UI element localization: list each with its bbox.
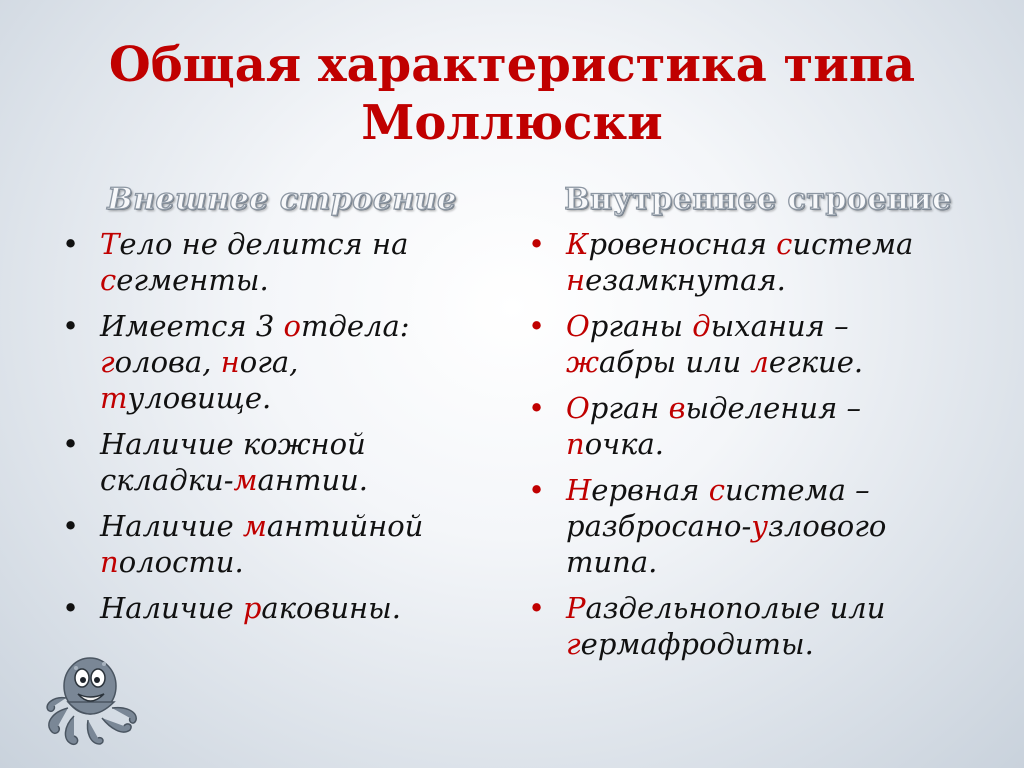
highlighted-letter: л — [750, 345, 769, 379]
item-text: Наличие — [100, 591, 243, 625]
item-text: Имеется 3 — [100, 309, 284, 343]
item-text: ыделения – — [685, 391, 862, 425]
highlighted-letter: О — [566, 309, 590, 343]
bullet-icon: • — [62, 591, 80, 625]
slide-title-line-1: Общая характеристика типа — [108, 37, 916, 93]
item-line — [566, 590, 988, 626]
bullet-icon: • — [62, 509, 80, 543]
item-text: антии. — [257, 463, 369, 497]
item-text: абры или — [598, 345, 751, 379]
item-line — [100, 544, 502, 580]
item-line — [566, 262, 988, 298]
item-text: ровеносная — [588, 227, 777, 261]
slide-title-line-2: Моллюски — [361, 95, 663, 151]
highlighted-letter: у — [751, 509, 769, 543]
highlighted-letter: с — [708, 473, 725, 507]
octopus-icon — [38, 646, 146, 750]
item-text: типа. — [566, 545, 658, 579]
bullet-icon: • — [528, 309, 546, 343]
internal-structure-list — [528, 226, 988, 662]
item-line — [566, 426, 988, 462]
item-text: ервная — [591, 473, 709, 507]
external-structure-heading: Внешнее строение — [107, 182, 457, 217]
item-line — [566, 390, 988, 426]
highlighted-letter: О — [566, 391, 590, 425]
item-text: аковины. — [261, 591, 401, 625]
item-text: разбросано- — [566, 509, 752, 543]
highlighted-letter: Т — [100, 227, 120, 261]
item-text: ело не делится на — [119, 227, 409, 261]
item-text: рганы — [589, 309, 693, 343]
item-line — [100, 308, 502, 344]
external-structure-list — [62, 226, 502, 626]
internal-structure-heading: Внутреннее строение — [564, 182, 952, 217]
highlighted-letter: н — [220, 345, 240, 379]
item-line — [566, 626, 988, 662]
list-item — [528, 308, 988, 380]
item-line — [100, 262, 502, 298]
highlighted-letter: п — [100, 545, 119, 579]
item-line — [100, 344, 502, 380]
item-text: Наличие — [100, 509, 243, 543]
bullet-icon: • — [62, 309, 80, 343]
highlighted-letter: р — [242, 591, 262, 625]
slide-title — [0, 36, 1024, 152]
highlighted-letter: Р — [566, 591, 586, 625]
highlighted-letter: п — [566, 427, 585, 461]
list-item — [528, 226, 988, 298]
highlighted-letter: м — [242, 509, 267, 543]
item-text: рган — [589, 391, 669, 425]
item-line — [100, 226, 502, 262]
highlighted-letter: Н — [566, 473, 592, 507]
item-line — [100, 380, 502, 416]
list-item — [528, 390, 988, 462]
item-text: езамкнутая. — [585, 263, 786, 297]
bullet-icon: • — [528, 391, 546, 425]
item-line — [100, 426, 502, 462]
highlighted-letter: г — [100, 345, 115, 379]
list-item — [62, 426, 502, 498]
highlighted-letter: ж — [566, 345, 599, 379]
list-item — [62, 308, 502, 416]
list-item — [528, 590, 988, 662]
highlighted-letter: К — [566, 227, 589, 261]
item-text: складки- — [100, 463, 234, 497]
item-line — [100, 508, 502, 544]
item-text: злового — [768, 509, 887, 543]
highlighted-letter: с — [100, 263, 117, 297]
item-line — [100, 590, 502, 626]
item-text: егкие. — [768, 345, 864, 379]
highlighted-letter: н — [566, 263, 586, 297]
list-item — [62, 226, 502, 298]
bullet-icon: • — [62, 227, 80, 261]
item-line — [566, 508, 988, 544]
list-item — [528, 472, 988, 580]
item-line — [100, 462, 502, 498]
list-item — [62, 508, 502, 580]
highlighted-letter: о — [283, 309, 301, 343]
item-text: ыхания – — [710, 309, 849, 343]
item-text: ермафродиты. — [580, 627, 814, 661]
highlighted-letter: г — [566, 627, 581, 661]
item-text: Наличие кожной — [100, 427, 366, 461]
item-text: уловище. — [127, 381, 272, 415]
list-item — [62, 590, 502, 626]
highlighted-letter: в — [668, 391, 686, 425]
external-structure-column — [62, 180, 502, 636]
bullet-icon: • — [528, 591, 546, 625]
item-line — [566, 308, 988, 344]
item-text: егменты. — [116, 263, 269, 297]
item-text: антийной — [266, 509, 424, 543]
highlighted-letter: т — [100, 381, 128, 415]
highlighted-letter: м — [233, 463, 258, 497]
item-text: ога, — [239, 345, 299, 379]
item-text: тдела: — [300, 309, 410, 343]
item-text: олова, — [114, 345, 221, 379]
highlighted-letter: д — [692, 309, 711, 343]
bullet-icon: • — [62, 427, 80, 461]
item-text: аздельнополые или — [585, 591, 886, 625]
bullet-icon: • — [528, 473, 546, 507]
item-text: олости. — [118, 545, 244, 579]
item-line — [566, 544, 988, 580]
item-text: истема — [792, 227, 914, 261]
item-line — [566, 344, 988, 380]
bullet-icon: • — [528, 227, 546, 261]
item-text: очка. — [584, 427, 665, 461]
item-line — [566, 472, 988, 508]
item-line — [566, 226, 988, 262]
internal-structure-column — [528, 180, 988, 672]
item-text: истема – — [724, 473, 870, 507]
highlighted-letter: с — [776, 227, 793, 261]
